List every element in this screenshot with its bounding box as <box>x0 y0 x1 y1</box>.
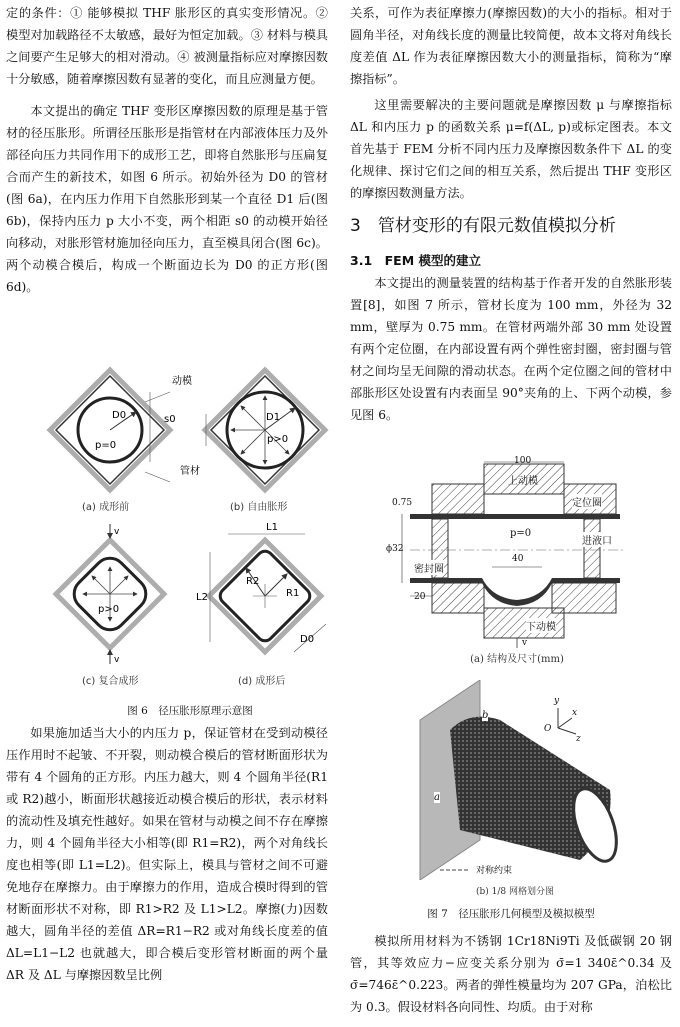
fig6d-D0: D0 <box>300 634 315 645</box>
fig6a-label-die: 动模 <box>172 376 192 387</box>
fig6a-diagram <box>50 370 170 490</box>
fig6d-R2: R2 <box>246 576 260 587</box>
left-column <box>6 0 328 298</box>
fig7b-axis-y: y <box>554 696 560 706</box>
figure-6 <box>40 362 340 717</box>
figure-7b <box>410 680 620 900</box>
fig7a-label-ring: 定位圈 <box>572 494 602 509</box>
fig7b-label-b: b <box>482 710 489 721</box>
fig7a-label-lower-die: 下动模 <box>526 618 556 633</box>
fig6b-diagram <box>205 370 325 490</box>
fig6d-R1: R1 <box>286 588 300 599</box>
paragraph-conditions: 定的条件：① 能够模拟 THF 胀形区的真实变形情况。② 模型对加载路径不太敏感，最好为恒定加载。③ 材料与模具之间要产生足够大的相对滑动。④ 被测量指标应对摩擦因数十分敏感，随着摩擦因数有显著的变化，而且应测量方便。 <box>6 6 328 86</box>
fig7a-dim-075: 0.75 <box>392 498 413 508</box>
fig7a-dim-100: 100 <box>514 456 532 466</box>
paragraph-square-shape: 如果施加适当大小的内压力 p，保证管材在受到动模径压作用时不起皱、不开裂，则动模合模后的管材断面形状为带有 4 个圆角的正方形。内压力越大，则 4 个圆角半径(R1 或 R2)越小，断面形状越接近动模合模后的形状，表示材料的流动性及填充性越好。如果在管材与动模之间不存在摩擦力，则 4 个圆角半径大小相等(即 R1=R2)，两个对角线长度也相等(即 L1=L2)。但实际上，模具与管材之间不可避免地存在摩擦力。由于摩擦力的作用，造成合模时得到的管材断面形状不对称，即 R1>R2 及 L1>L2。摩擦(力)因数越大，圆角半径的差值 ΔR=R1−R2 或对角线长度差的值 ΔL=L1−L2 也就越大，即合模后变形管材断面的两个量 ΔR 及 ΔL 与摩擦因数呈比例 <box>6 726 328 982</box>
fig6a-p0: p=0 <box>95 440 117 451</box>
section-3-heading: 3 管材变形的有限元数值模拟分析 <box>350 216 616 236</box>
fig7b-legend-symmetry: 对称约束 <box>476 866 513 876</box>
fig7a-dim-20: 20 <box>414 592 426 602</box>
paragraph-main-problem: 这里需要解决的主要问题就是摩擦因数 μ 与摩擦指标 ΔL 和内压力 p 的函数关系 μ=f(ΔL, p)或标定图表。本文首先基于 FEM 分析不同内压力及摩擦因数条件下 ΔL 的变化规律、探讨它们之间的相互关系，然后提出 THF 变形区的摩擦因数测量方法。 <box>350 98 672 200</box>
fig6a-D0: D0 <box>112 410 127 421</box>
fig6c-caption: (c) 复合成形 <box>82 676 139 687</box>
fig6b-pgt0: p>0 <box>267 434 289 445</box>
figure-7-caption: 图 7 径压胀形几何模型及模拟模型 <box>427 908 595 920</box>
fig6c-diagram <box>56 524 164 664</box>
fig7b-axis-x: x <box>572 708 578 718</box>
figure-7a <box>386 456 642 666</box>
fig6c-v-top: v <box>114 527 120 537</box>
fig6a-s0: s0 <box>164 414 176 425</box>
fig7b-axis-z: z <box>576 734 581 744</box>
fig6d-L1: L1 <box>266 522 278 533</box>
subsection-3-1-heading: 3.1 FEM 模型的建立 <box>350 253 482 268</box>
figure-6-caption: 图 6 径压胀形原理示意图 <box>127 705 253 717</box>
right-column <box>350 0 672 426</box>
fig7a-caption: (a) 结构及尺寸(mm) <box>470 654 564 665</box>
fig6c-pgt0: p>0 <box>98 604 120 615</box>
paragraph-materials: 模拟所用材料为不锈钢 1Cr18Ni9Ti 及低碳钢 20 钢管，其等效应力−应变关系分别为 σ̄=1 340ε̄^0.34 及 σ̄=746ε̄^0.223。两者的弹性模量均为 207 GPa，泊松比为 0.3。假设材料各向同性、均质。由于对称 <box>350 934 672 1014</box>
fig7a-dim-40: 40 <box>512 554 524 564</box>
fig6d-caption: (d) 成形后 <box>238 676 286 687</box>
fig6d-L2: L2 <box>196 592 208 603</box>
paragraph-fem-model: 本文提出的测量装置的结构基于作者开发的自然胀形装置[8]，如图 7 所示，管材长度为 100 mm，外径为 32 mm，壁厚为 0.75 mm。在管材两端外部 30 mm 处设置有两个定位圈，在内部设置有两个弹性密封圈，密封圈与管材之间均呈无间隙的滑动状态。在两个定位圈之间的管材中部胀形区处设置有内表面呈 90°夹角的上、下两个动模，参见图 6。 <box>350 276 672 422</box>
fig7b-caption: (b) 1/8 网格划分图 <box>476 887 554 897</box>
paragraph-friction-index: 关系，可作为表征摩擦力(摩擦因数)的大小的指标。相对于圆角半径，对角线长度的测量比较简便，故本文将对角线长度差值 ΔL 作为表征摩擦因数大小的测量指标，简称为“摩擦指标”。 <box>350 6 672 86</box>
fig6b-D1: D1 <box>266 412 281 423</box>
fig6c-v-bottom: v <box>114 655 120 665</box>
fig7b-origin: O <box>544 724 552 734</box>
right-column-bottom <box>350 930 672 1018</box>
fig7a-label-v: v <box>522 638 528 648</box>
fig6b-caption: (b) 自由胀形 <box>230 502 288 513</box>
fig7a-label-inlet: 进液口 <box>582 532 612 547</box>
fig7a-label-upper-die: 上动模 <box>508 476 538 487</box>
fig7a-dim-phi32: ϕ32 <box>386 544 404 554</box>
fig7a-label-seal: 密封圈 <box>414 560 444 575</box>
fig7b-label-a: a <box>434 792 440 803</box>
left-column-bottom <box>6 722 328 986</box>
paragraph-principle: 本文提出的确定 THF 变形区摩擦因数的原理是基于管材的径压胀形。所谓径压胀形是指管材在内部液体压力及外部径向压力共同作用下的成形工艺，即将自然胀形与压扁复合而产生的新技术，如图 6 所示。初始外径为 D0 的管材(图 6a)，在内压力作用下自然胀形到某一个直径 D1 后(图 6b)，保持内压力 p 大小不变，两个相距 s0 的动模开始径向移动，对胀形管材施加径向压力，直至模具闭合(图 6c)。两个动模合模后，构成一个断面边长为 D0 的正方形(图 6d)。 <box>6 104 328 294</box>
figure-7b-drawing <box>410 680 620 880</box>
fig7a-label-p0: p=0 <box>510 528 532 539</box>
figure-6-drawing <box>40 362 340 717</box>
fig6a-label-tube: 管材 <box>180 466 200 477</box>
fig6a-caption: (a) 成形前 <box>82 502 130 513</box>
